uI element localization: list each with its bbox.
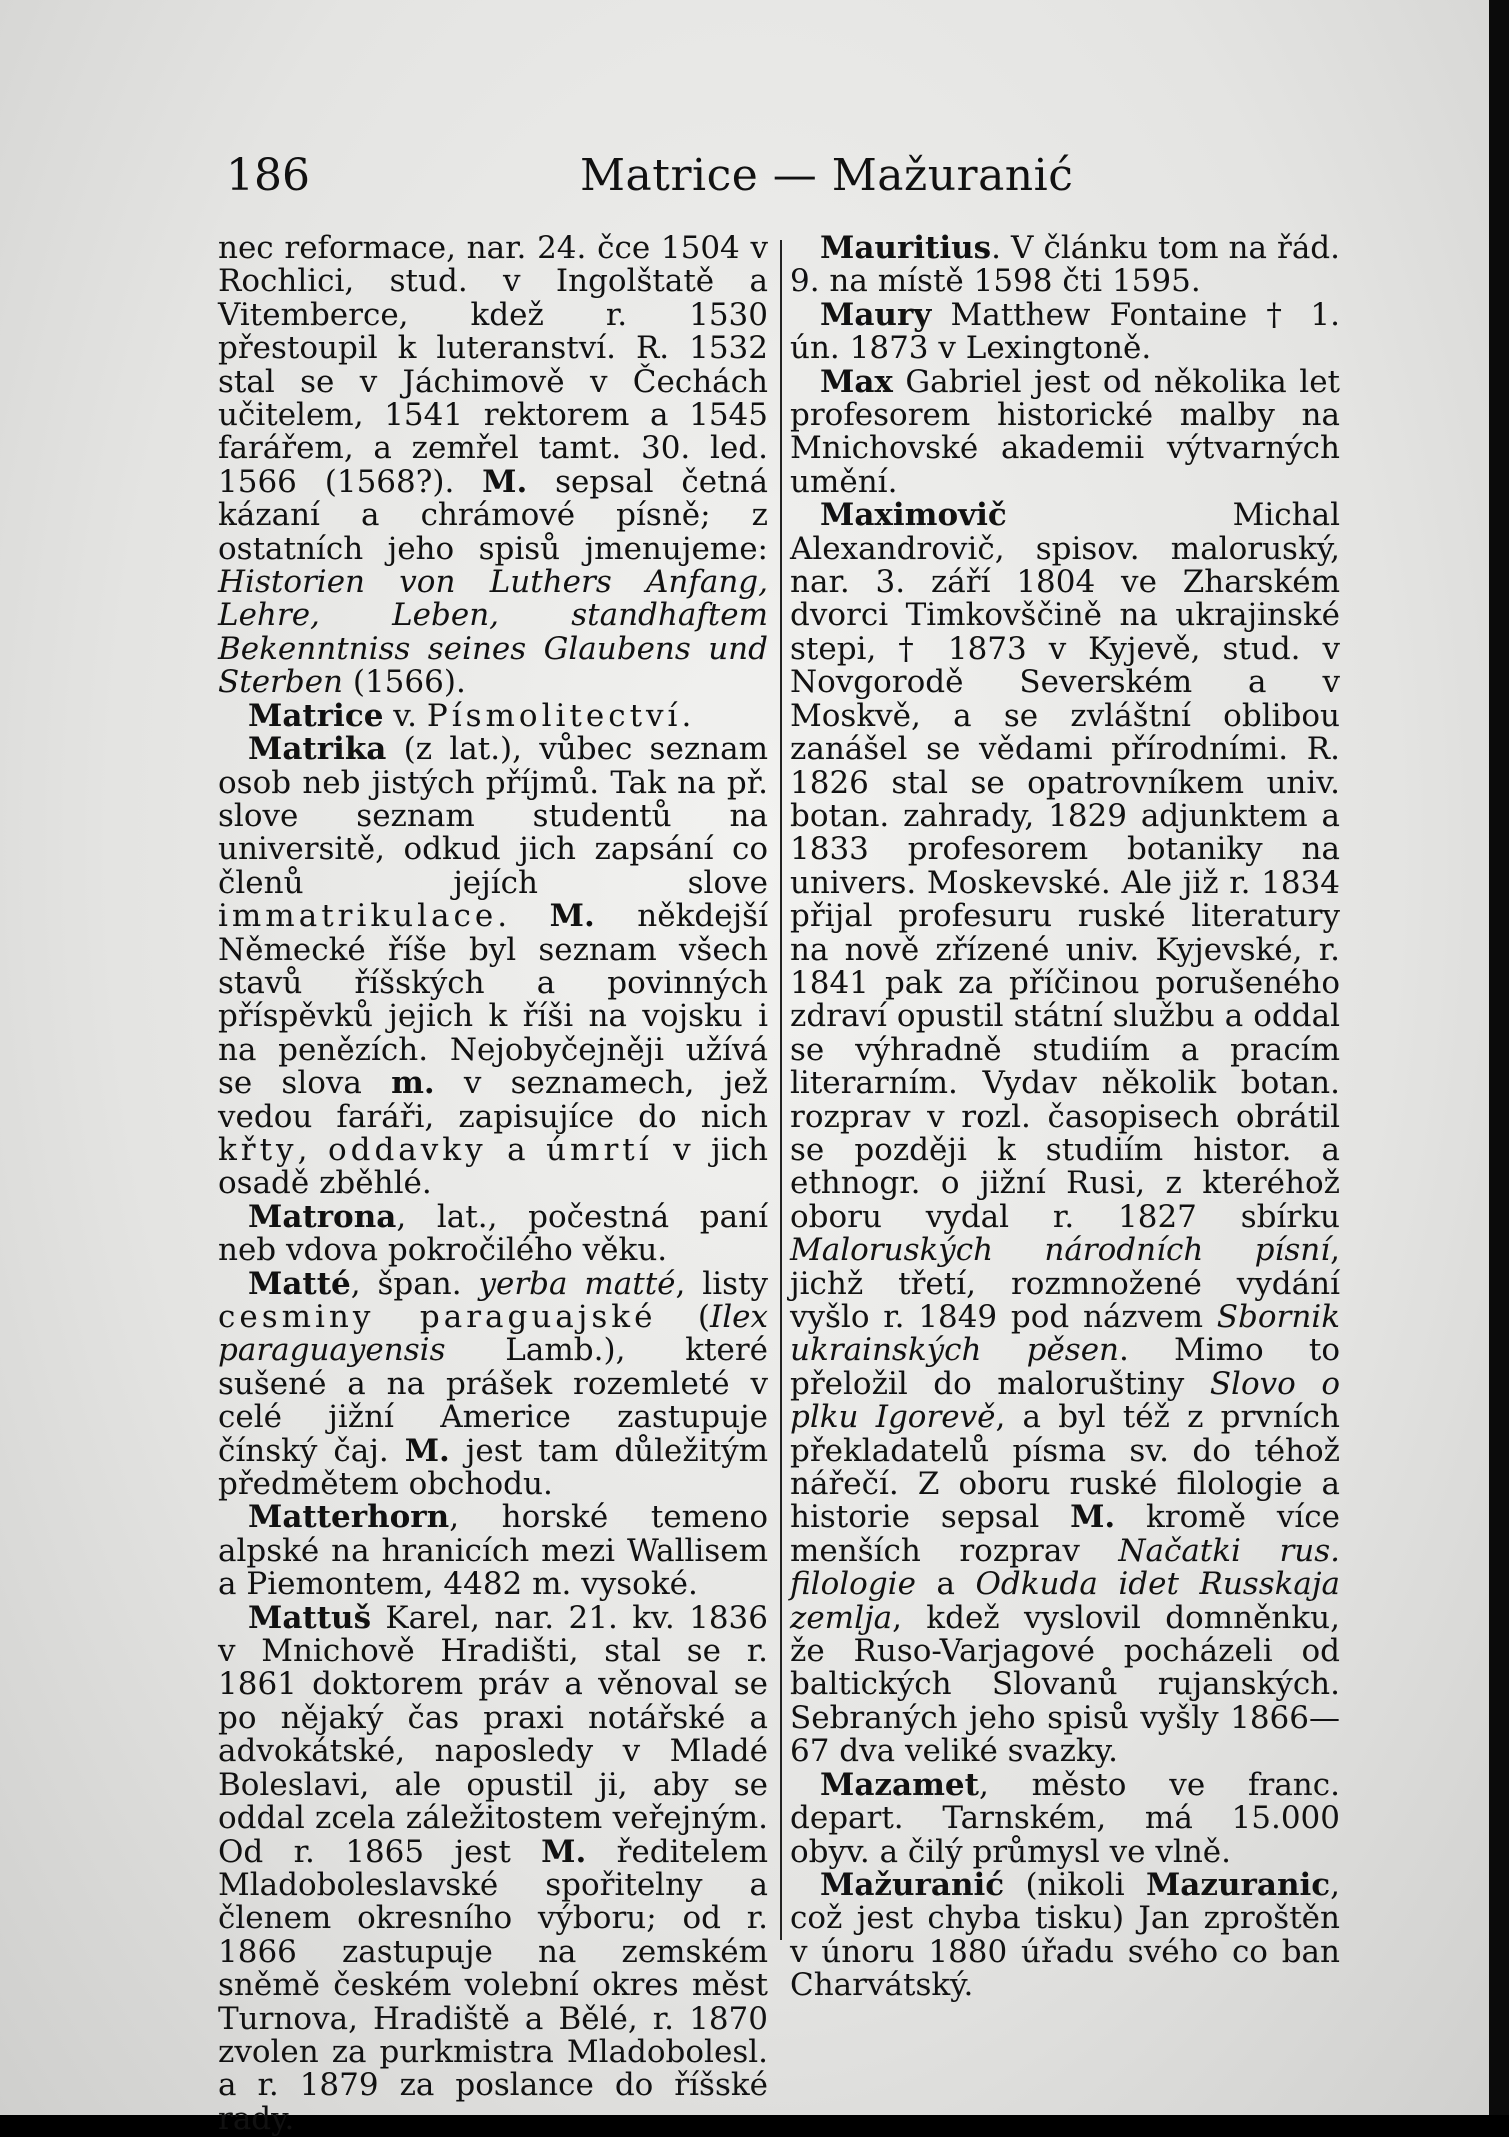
abbreviation: M. xyxy=(541,1833,587,1870)
entry-mazuranic: Mažuranić (nikoli Mazuranic, což jest chyba tisku) Jan zproštěn v únoru 1880 úřadu svého co ban Charvátský. xyxy=(790,1866,1340,2004)
headword: Maury xyxy=(820,296,932,333)
entry-mattus: Mattuš Karel, nar. 21. kv. 1836 v Mnichově Hradišti, stal se r. 1861 doktorem práv a věnoval se po nějaký čas praxi notářské a advokátské, naposledy v Mladé Boleslavi, ale opustil ji, aby se oddal zcela záležitostem veřejným. Od r. 1865 jest M. ředitelem Mladoboleslavské spořitelny a členem okresního výboru; od r. 1866 zastupuje na zemském sněmě českém volební okres měst Turnova, Hradiště a Bělé, r. 1870 zvolen za purkmistra Mladobolesl. a r. 1879 za poslance do říšské rady. xyxy=(218,1599,768,2137)
entry-maury: Maury Matthew Fontaine † 1. ún. 1873 v Lexingtoně. xyxy=(790,296,1340,367)
abbreviation: M. xyxy=(482,463,528,500)
spaced-term: křty xyxy=(218,1131,298,1168)
abbreviation: M. xyxy=(1070,1499,1116,1536)
headword: Mattuš xyxy=(248,1599,372,1636)
entry-mazamet: Mazamet, město ve franc. depart. Tarnském, má 15.000 obyv. a čilý průmysl ve vlně. xyxy=(790,1766,1340,1870)
headword: Maximovič xyxy=(820,497,1007,534)
headword: Mažuranić xyxy=(820,1866,1005,1903)
left-column xyxy=(218,232,768,2136)
entry-matrice: Matrice v. Písmolitectví. xyxy=(248,697,692,734)
headword: Matrice xyxy=(248,697,384,734)
entry-continuation: nec reformace, nar. 24. čce 1504 v Rochlici, stud. v Ingolštatě a Vitemberce, kdež r. 1530 přestoupil k luteranství. R. 1532 stal se v Jáchimově v Čechách učitelem, 1541 rektorem a 1545 farářem, a zemřel tamt. 30. led. 1566 (1568?). M. sepsal četná kázaní a chrámové písně; z ostatních jeho spisů jmenujeme: Historien von Luthers Anfang, Lehre, Leben, standhaftem Bekenntniss seines Glaubens und Sterben (1566). xyxy=(218,230,768,701)
entry-maximovic: Maximovič Michal Alexandrovič, spisov. maloruský, nar. 3. září 1804 ve Zharském dvorci Timkovščině na ukrajinské stepi, † 1873 v Kyjevě, stud. v Novgorodě Severském a v Moskvě, a se zvláštní oblibou zanášel se vědami přírodními. R. 1826 stal se opatrovníkem univ. botan. zahrady, 1829 adjunktem a 1833 profesorem botaniky na univers. Moskevské. Ale již r. 1834 přijal profesuru ruské literatury na nově zřízené univ. Kyjevské, r. 1841 pak za příčinou porušeného zdraví opustil státní službu a oddal se výhradně studiím a pracím literarním. Vydav několik botan. rozprav v rozl. časopisech obrátil se později k studiím histor. a ethnogr. o jižní Rusi, z kteréhož oboru vydal r. 1827 sbírku Maloruských národních písní, jichž třetí, rozmnožené vydání vyšlo r. 1849 pod názvem Sbornik ukrainských pěsen. Mimo to přeložil do maloruštiny Slovo o plku Igorevě, a byl též z prvních překladatelů písma sv. do téhož nářečí. Z oboru ruské filologie a historie sepsal M. kromě více menších rozprav Načatki rus. filologie a Odkuda idet Russkaja zemlja, kdež vyslovil domněnku, že Ruso-Varjagové pocházeli od baltických Slovanů rujanských. Sebraných jeho spisů vyšly 1866—67 dva veliké svazky. xyxy=(790,497,1341,1770)
abbreviation: m. xyxy=(391,1065,435,1102)
right-column xyxy=(790,232,1340,2003)
running-head: Matrice — Mažuranić xyxy=(580,150,1074,201)
entry-matterhorn: Matterhorn, horské temeno alpské na hranicích mezi Wallisem a Piemontem, 4482 m. vysoké. xyxy=(218,1499,768,1603)
page-number: 186 xyxy=(226,150,310,201)
headword: Matrona xyxy=(248,1198,397,1235)
headword-variant: Mazuranic xyxy=(1145,1866,1331,1903)
headword: Matté xyxy=(248,1265,351,1302)
spaced-term: immatrikulace xyxy=(218,898,498,935)
spaced-term: oddavky xyxy=(327,1131,487,1168)
headword: Matterhorn xyxy=(248,1499,450,1536)
headword: Mazamet xyxy=(820,1766,979,1803)
entry-matrika: Matrika (z lat.), vůbec seznam osob neb jistých příjmů. Tak na př. slove seznam studentů na universitě, odkud jich zapsání co členů jejích slove immatrikulace. M. někdejší Německé říše byl seznam všech stavů říšských a povinných příspěvků jejich k říši na vojsku i na penězích. Nejobyčejněji užívá se slova m. v seznamech, jež vedou faráři, zapisujíce do nich křty, oddavky a úmrtí v jich osadě zběhlé. xyxy=(218,731,768,1202)
spaced-term: cesminy paraguajské xyxy=(218,1299,657,1335)
entry-matrona: Matrona, lat., počestná paní neb vdova pokročilého věku. xyxy=(218,1198,768,1269)
entry-max: Max Gabriel jest od několika let profesorem historické malby na Mnichovské akademii výtvarných umění. xyxy=(790,363,1340,500)
spaced-term: úmrtí xyxy=(546,1131,653,1168)
scan-edge xyxy=(1489,0,1509,2115)
entry-mauritius: Mauritius. V článku tom na řád. 9. na místě 1598 čti 1595. xyxy=(790,230,1340,300)
abbreviation: M. xyxy=(549,898,595,935)
headword: Max xyxy=(820,363,893,400)
column-divider xyxy=(780,240,782,1940)
headword: Mauritius xyxy=(820,230,992,266)
abbreviation: M. xyxy=(404,1432,450,1469)
work-title: Historien von Luthers Anfang, Lehre, Leben, standhaftem Bekenntniss seines Glaubens und Sterben xyxy=(218,564,768,701)
headword: Matrika xyxy=(248,731,387,768)
cross-reference: Písmolitectví xyxy=(426,697,682,734)
entry-matte: Matté, špan. yerba matté, listy cesminy paraguajské (Ilex paraguayensis Lamb.), které sušené a na prášek rozemleté v celé jižní Americe zastupuje čínský čaj. M. jest tam důležitým předmětem obchodu. xyxy=(218,1265,769,1503)
